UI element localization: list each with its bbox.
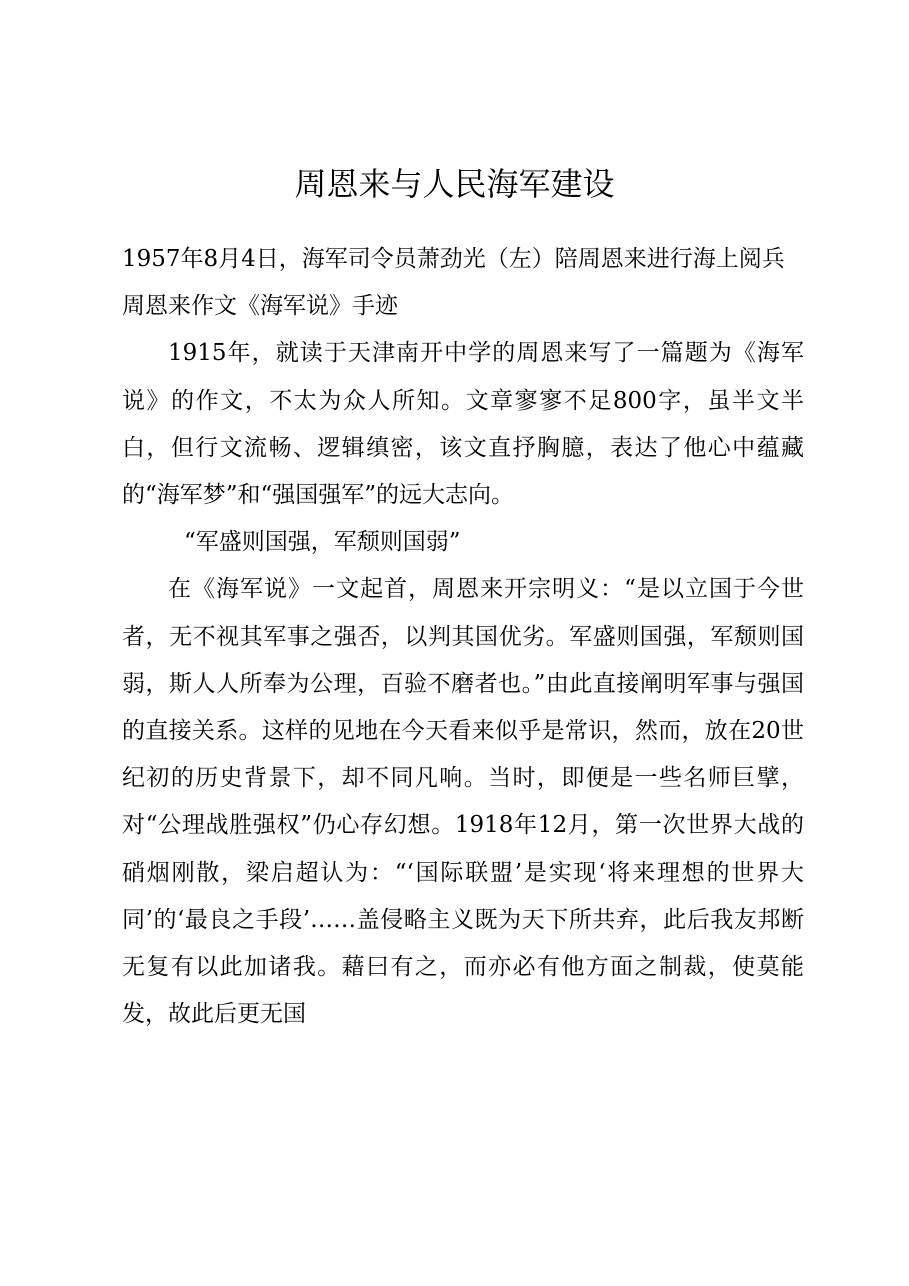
document-title: 周恩来与人民海军建设 (294, 165, 615, 203)
photo-caption: 1957年8月4日，海军司令员萧劲光（左）陪周恩来进行海上阅兵 (122, 246, 785, 272)
paragraph: 在《海军说》一文起首，周恩来开宗明义：“是以立国于今世者，无不视其军事之强否，以判其国优劣。军盛则国强，军颓则国弱，斯人人所奉为公理，百验不磨者也。”由此直接阐明军事与强国的直接关系。这样的见地在今天看来似乎是常识，然而，放在20世纪初的历史背景下，却不同凡响。当时，即便是一些名师巨擘，对“公理战胜强权”仍心存幻想。1918年12月，第一次世界大战的硝烟刚散，梁启超认为：“‘国际联盟’是实现‘将来理想的世界大同’的‘最良之手段’……盖侵略主义既为天下所共弃，此后我友邦断无复有以此加诸我。藉曰有之，而亦必有他方面之制裁，使莫能发，故此后更无国 (122, 576, 804, 1028)
section-subheading: “军盛则国强，军颓则国弱” (184, 529, 461, 556)
manuscript-caption: 周恩来作文《海军说》手迹 (122, 293, 398, 320)
document-body (122, 236, 804, 1038)
paragraph: 1915年，就读于天津南开中学的周恩来写了一篇题为《海军说》的作文，不太为众人所知。文章寥寥不足800字，虽半文半白，但行文流畅、逻辑缜密，该文直抒胸臆，表达了他心中蕴藏的“海军梦”和“强国强军”的远大志向。 (122, 340, 804, 509)
